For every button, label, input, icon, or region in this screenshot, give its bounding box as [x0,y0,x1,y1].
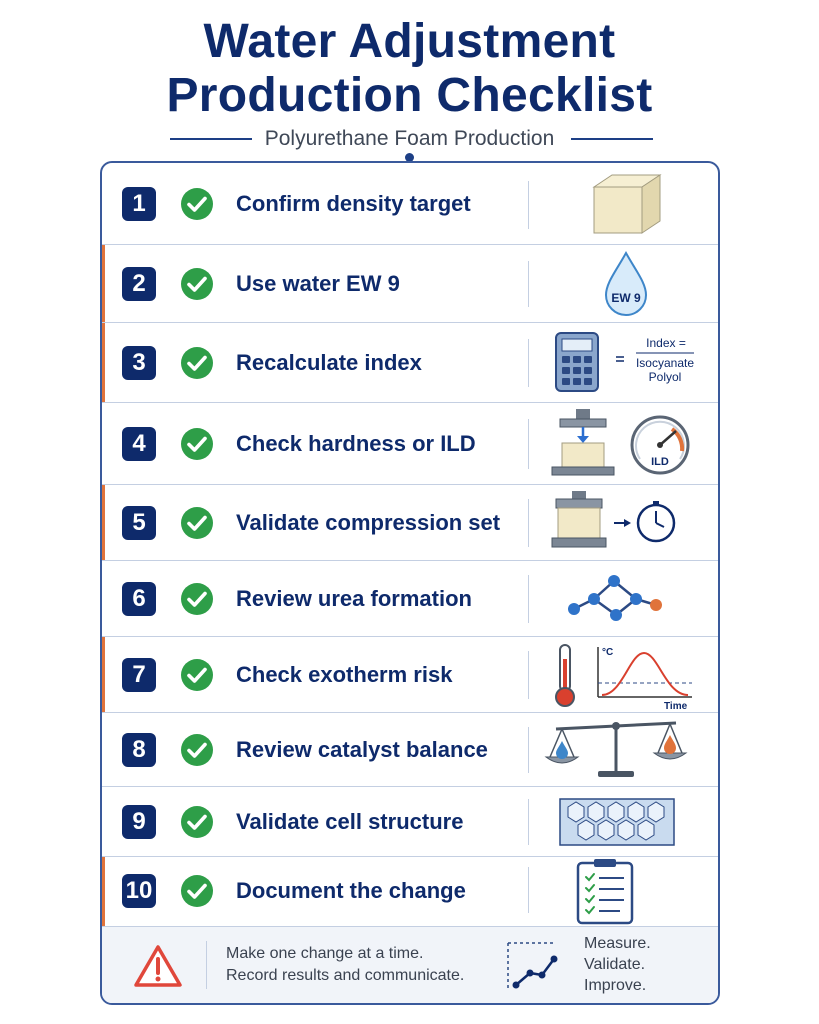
checklist-item-4 [102,403,718,485]
formula-line-3: Polyol [648,370,682,384]
row-divider [528,181,529,229]
chart-x-label: Time [664,701,688,711]
formula-line-1: Index = [646,336,686,350]
check-icon [180,733,214,767]
row-divider [528,419,529,469]
row-divider [528,575,529,623]
checklist-item-label: Recalculate index [236,350,422,375]
checklist-item-label: Check exotherm risk [236,662,453,687]
check-icon [180,658,214,692]
step-number: 7 [122,658,156,692]
row-divider [528,799,529,845]
progress-trend-icon [502,939,562,995]
checklist-item-10 [102,857,718,926]
footer-step-validate: Validate. [584,956,646,973]
balance-scale-icon [532,715,718,785]
row-divider [528,499,529,547]
footer-step-measure: Measure. [584,935,651,952]
checklist-item-8 [102,713,718,787]
row-divider [528,727,529,773]
step-number: 2 [122,267,156,301]
calculator-formula-icon [532,329,718,397]
step-number: 1 [122,187,156,221]
check-icon [180,582,214,616]
checklist-item-label: Review catalyst balance [236,737,488,762]
formula-line-2: Isocyanate [635,356,695,370]
step-number: 10 [122,874,156,908]
check-icon [180,267,214,301]
subtitle-rule-right [571,138,653,140]
check-icon [180,805,214,839]
footer-step-improve: Improve. [584,977,647,994]
cell-structure-icon [532,797,718,849]
checklist-item-label: Validate compression set [236,510,501,535]
checklist-item-label: Confirm density target [236,191,471,216]
warning-line-1: Make one change at a time. [226,945,424,962]
check-icon [180,187,214,221]
step-number: 3 [122,346,156,380]
step-number: 5 [122,506,156,540]
checklist-item-9 [102,787,718,857]
check-icon [180,427,214,461]
chart-y-label: °C [602,647,614,658]
clipboard-checklist-icon [532,857,718,925]
compression-timer-icon [532,489,718,557]
page-title-line2: Production Checklist [166,69,653,122]
step-number: 4 [122,427,156,461]
water-drop-icon [532,249,718,319]
gauge-label: ILD [651,456,669,468]
checklist-item-2 [102,245,718,323]
check-icon [180,346,214,380]
checklist-item-label: Document the change [236,878,466,903]
check-icon [180,874,214,908]
checklist-item-3 [102,323,718,403]
subtitle-bar [0,126,819,152]
step-number: 6 [122,582,156,616]
row-divider [528,339,529,387]
page-title-line1: Water Adjustment [203,15,616,68]
foam-block-icon [532,171,718,239]
checklist-item-label: Use water EW 9 [236,271,400,296]
footer-divider [206,941,207,989]
page-subtitle: Polyurethane Foam Production [264,127,555,150]
step-number: 8 [122,733,156,767]
row-divider [528,651,529,699]
checklist-item-5 [102,485,718,561]
checklist-item-6 [102,561,718,637]
step-number: 9 [122,805,156,839]
water-drop-label: EW 9 [611,291,641,305]
checklist-item-7 [102,637,718,713]
row-divider [528,867,529,913]
row-divider [528,261,529,307]
hardness-press-gauge-icon [532,407,718,483]
checklist-item-1 [102,163,718,245]
warning-line-2: Record results and communicate. [226,967,465,984]
checklist-card [100,161,720,1005]
check-icon [180,506,214,540]
footer-note [102,926,718,1004]
checklist-item-label: Check hardness or ILD [236,431,476,456]
checklist-item-label: Validate cell structure [236,809,464,834]
checklist-item-label: Review urea formation [236,586,472,611]
exotherm-thermometer-chart-icon [532,639,718,711]
molecule-icon [532,565,718,633]
warning-icon [132,943,184,989]
